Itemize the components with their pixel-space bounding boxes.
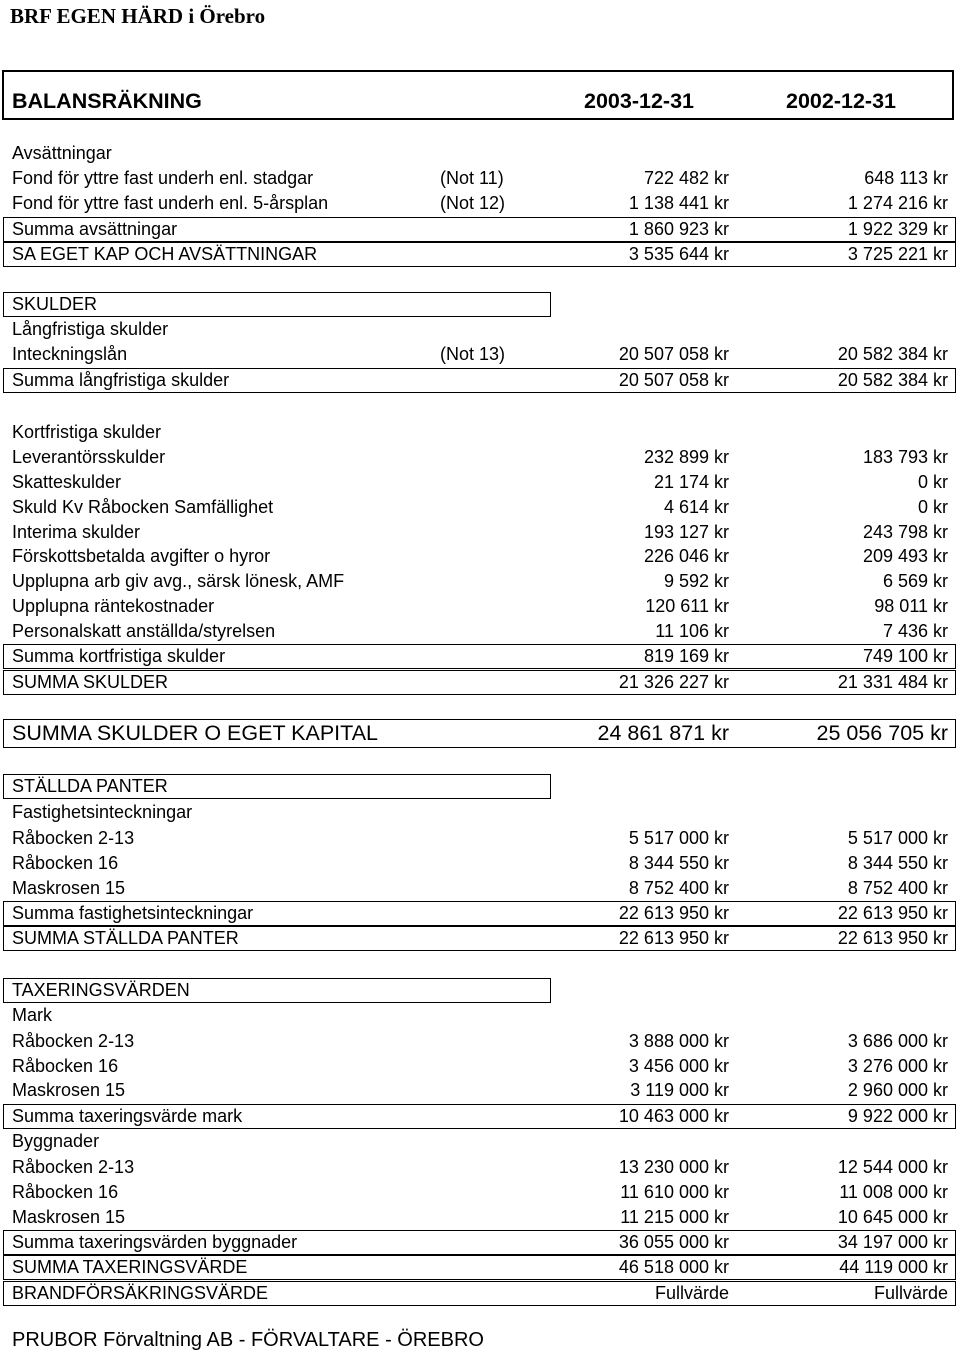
table-row [0,901,960,926]
table-row [0,1281,960,1306]
value-2003: 232 899 kr [643,447,729,467]
value-2002: 1 922 329 kr [847,219,948,239]
table-row [0,495,960,520]
value-2003: 21 174 kr [653,472,729,492]
row-label: Summa kortfristiga skulder [12,646,226,666]
table-row [0,544,960,569]
value-2002: 6 569 kr [882,571,948,591]
table-row [0,317,960,342]
table-row [0,594,960,619]
value-2003: 1 138 441 kr [628,193,729,213]
row-label: Råbocken 16 [12,1056,119,1076]
row-label: Personalskatt anställda/styrelsen [12,621,276,641]
value-2003: 21 326 227 kr [618,672,729,692]
column-header-2003: 2003-12-31 [584,89,694,113]
row-note: (Not 13) [440,344,506,364]
value-2003: Fullvärde [654,1283,729,1303]
row-label: Skuld Kv Råbocken Samfällighet [12,497,274,517]
table-row [0,217,960,242]
row-label: TAXERINGSVÄRDEN [12,980,190,1000]
row-label: Fond för yttre fast underh enl. stadgar [12,168,314,188]
table-row [0,520,960,545]
row-label: Summa taxeringsvärde mark [12,1106,243,1126]
table-row [0,420,960,445]
table-row [0,1003,960,1028]
row-label: Förskottsbetalda avgifter o hyror [12,546,271,566]
organization-title: BRF EGEN HÄRD i Örebro [10,4,266,28]
value-2002: 749 100 kr [862,646,948,666]
row-label: Mark [12,1005,52,1025]
row-label: Fond för yttre fast underh enl. 5-årsplan [12,193,329,213]
table-row [0,1104,960,1129]
value-2003: 3 535 644 kr [628,244,729,264]
value-2002: 1 274 216 kr [847,193,948,213]
row-label: SUMMA STÄLLDA PANTER [12,928,239,948]
row-label: Maskrosen 15 [12,1207,126,1227]
table-row [0,1230,960,1255]
value-2002: Fullvärde [873,1283,948,1303]
value-2002: 243 798 kr [862,522,948,542]
value-2003: 22 613 950 kr [618,928,729,948]
table-row [0,166,960,191]
value-2002: 10 645 000 kr [837,1207,948,1227]
value-2003: 11 106 kr [655,621,729,641]
table-row [0,800,960,825]
table-row [0,242,960,267]
table-row [0,1029,960,1054]
value-2002: 25 056 705 kr [816,721,948,745]
value-2002: 8 752 400 kr [847,878,948,898]
column-header-2002: 2002-12-31 [786,89,896,113]
table-row [0,569,960,594]
value-2003: 3 888 000 kr [628,1031,729,1051]
table-row [0,368,960,393]
value-2003: 9 592 kr [663,571,729,591]
table-row [0,292,960,317]
value-2003: 193 127 kr [643,522,729,542]
row-label: Råbocken 2-13 [12,828,135,848]
row-label: SKULDER [12,294,98,314]
row-label: Summa fastighetsinteckningar [12,903,254,923]
row-label: Skatteskulder [12,472,122,492]
table-row [0,826,960,851]
row-label: Interima skulder [12,522,141,542]
value-2002: 0 kr [917,472,948,492]
table-row [0,774,960,799]
row-label: Råbocken 16 [12,1182,119,1202]
value-2003: 819 169 kr [643,646,729,666]
value-2003: 20 507 058 kr [618,370,729,390]
table-row [0,721,960,746]
row-label: Summa långfristiga skulder [12,370,230,390]
row-label: Maskrosen 15 [12,878,126,898]
value-2002: 5 517 000 kr [847,828,948,848]
document-title: BALANSRÄKNING [12,89,202,113]
value-2003: 226 046 kr [643,546,729,566]
value-2002: 2 960 000 kr [847,1080,948,1100]
value-2002: 3 725 221 kr [847,244,948,264]
value-2003: 8 752 400 kr [628,878,729,898]
value-2003: 722 482 kr [643,168,729,188]
table-row [0,1129,960,1154]
value-2002: 0 kr [917,497,948,517]
value-2003: 4 614 kr [663,497,729,517]
value-2003: 10 463 000 kr [618,1106,729,1126]
row-label: Summa taxeringsvärden byggnader [12,1232,298,1252]
table-row [0,342,960,367]
row-label: Råbocken 2-13 [12,1157,135,1177]
row-label: Fastighetsinteckningar [12,802,193,822]
value-2003: 36 055 000 kr [618,1232,729,1252]
value-2002: 12 544 000 kr [837,1157,948,1177]
footer-text: PRUBOR Förvaltning AB - FÖRVALTARE - ÖREBRO [12,1329,484,1351]
value-2003: 3 456 000 kr [628,1056,729,1076]
value-2003: 1 860 923 kr [628,219,729,239]
value-2003: 120 611 kr [645,596,729,616]
value-2003: 3 119 000 kr [630,1080,729,1100]
value-2003: 20 507 058 kr [618,344,729,364]
value-2002: 7 436 kr [882,621,948,641]
table-row [0,619,960,644]
row-label: Summa avsättningar [12,219,178,239]
value-2002: 3 686 000 kr [847,1031,948,1051]
row-label: Upplupna arb giv avg., särsk lönesk, AMF [12,571,345,591]
table-row [0,876,960,901]
table-row [0,1054,960,1079]
row-label: Långfristiga skulder [12,319,169,339]
value-2002: 648 113 kr [864,168,948,188]
row-note: (Not 11) [440,168,504,188]
value-2003: 11 215 000 kr [620,1207,729,1227]
table-row [0,1155,960,1180]
table-row [0,670,960,695]
row-label: Byggnader [12,1131,100,1151]
table-row [0,1205,960,1230]
value-2002: 21 331 484 kr [837,672,948,692]
table-row [0,1255,960,1280]
row-label: SUMMA SKULDER [12,672,169,692]
table-row [0,470,960,495]
table-row [0,851,960,876]
value-2002: 11 008 000 kr [839,1182,948,1202]
table-row [0,978,960,1003]
value-2002: 98 011 kr [874,596,948,616]
value-2002: 44 119 000 kr [839,1257,948,1277]
value-2002: 20 582 384 kr [837,370,948,390]
table-row [0,445,960,470]
row-label: Upplupna räntekostnader [12,596,215,616]
table-row [0,644,960,669]
row-label: Inteckningslån [12,344,128,364]
value-2003: 8 344 550 kr [628,853,729,873]
row-label: SUMMA TAXERINGSVÄRDE [12,1257,248,1277]
row-label: Råbocken 16 [12,853,119,873]
value-2002: 20 582 384 kr [837,344,948,364]
row-label: Leverantörsskulder [12,447,166,467]
row-label: BRANDFÖRSÄKRINGSVÄRDE [12,1283,269,1303]
value-2002: 9 922 000 kr [847,1106,948,1126]
value-2002: 8 344 550 kr [847,853,948,873]
value-2002: 183 793 kr [862,447,948,467]
value-2002: 22 613 950 kr [837,928,948,948]
row-label: Avsättningar [12,143,112,163]
row-label: Maskrosen 15 [12,1080,126,1100]
table-row [0,191,960,216]
value-2003: 5 517 000 kr [628,828,729,848]
table-row [0,926,960,951]
value-2002: 209 493 kr [862,546,948,566]
value-2003: 11 610 000 kr [620,1182,729,1202]
row-label: STÄLLDA PANTER [12,776,168,796]
row-note: (Not 12) [440,193,506,213]
value-2002: 3 276 000 kr [847,1056,948,1076]
row-label: SA EGET KAP OCH AVSÄTTNINGAR [12,244,318,264]
table-row [0,141,960,166]
value-2003: 24 861 871 kr [597,721,729,745]
row-label: Kortfristiga skulder [12,422,162,442]
table-row [0,1180,960,1205]
value-2003: 13 230 000 kr [618,1157,729,1177]
row-label: Råbocken 2-13 [12,1031,135,1051]
value-2002: 34 197 000 kr [837,1232,948,1252]
row-label: SUMMA SKULDER O EGET KAPITAL [12,721,378,745]
value-2002: 22 613 950 kr [837,903,948,923]
table-row [0,1078,960,1103]
value-2003: 22 613 950 kr [618,903,729,923]
value-2003: 46 518 000 kr [618,1257,729,1277]
